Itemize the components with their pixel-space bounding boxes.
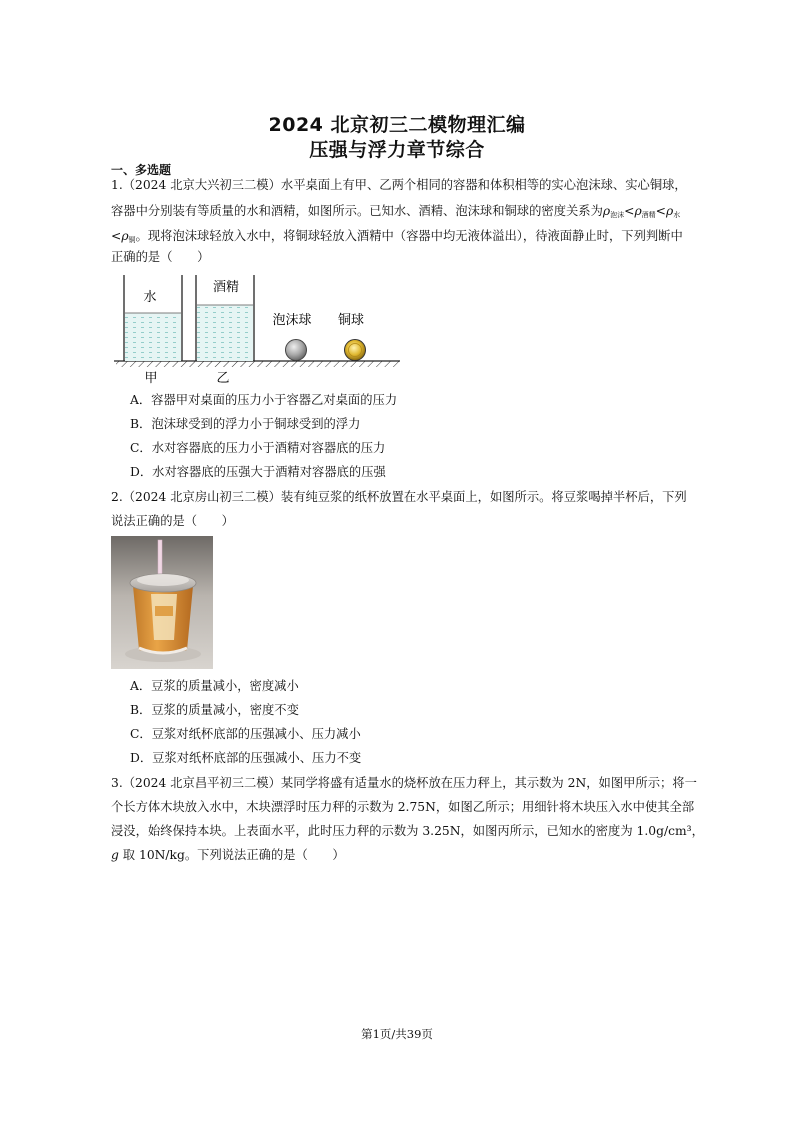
label-jia: 甲 xyxy=(144,371,158,386)
page-number-footer: 第1页/共39页 xyxy=(361,1027,433,1041)
label-water: 水 xyxy=(143,290,157,305)
table-hatch xyxy=(116,361,400,367)
q3-text-line1: 3.（2024 北京昌平初三二模）某同学将盛有适量水的烧杯放在压力秤上，其示数为 2N，如图甲所示；将一 xyxy=(111,776,697,790)
q2-option-c: C．豆浆对纸杯底部的压强减小、压力减小 xyxy=(130,727,361,741)
less-than-1: < xyxy=(624,204,635,218)
q3-text-line4 xyxy=(111,847,345,863)
soy-milk-cup-photo xyxy=(111,536,213,669)
q2-option-a: A．豆浆的质量减小，密度减小 xyxy=(130,679,299,693)
q3-g-symbol: g xyxy=(111,848,119,862)
q2-option-b: B．豆浆的质量减小，密度不变 xyxy=(130,703,299,717)
q1-text-line1: 1.（2024 北京大兴初三二模）水平桌面上有甲、乙两个相同的容器和体积相等的实心泡沫球、实心铜球， xyxy=(111,178,687,192)
rho-copper: $\rho_铜$ xyxy=(121,229,136,244)
q1-figure xyxy=(108,270,408,390)
q1-line2-prefix: 容器中分别装有等质量的水和酒精，如图所示。已知水、酒精、泡沫球和铜球的密度关系为 xyxy=(111,204,603,218)
q1-text-line2 xyxy=(111,203,680,223)
document-subtitle: 压强与浮力章节综合 xyxy=(309,139,485,161)
rho-alcohol: $\rho_{酒精}$ xyxy=(634,204,656,219)
document-title: 2024 北京初三二模物理汇编 xyxy=(268,114,526,136)
label-yi: 乙 xyxy=(216,371,230,386)
q2-option-d: D．豆浆对纸杯底部的压强减小、压力不变 xyxy=(130,751,362,765)
q3-text-line3: 浸没，始终保持本块。上表面水平，此时压力秤的示数为 3.25N，如图丙所示，已知水的密度为 1.0g/cm³， xyxy=(111,824,704,838)
less-than-3: < xyxy=(111,229,122,243)
q2-text-line2: 说法正确的是（ ） xyxy=(111,514,234,528)
q1-option-c: C．水对容器底的压力小于酒精对容器底的压力 xyxy=(130,441,386,455)
cup-label xyxy=(151,594,177,640)
foam-ball xyxy=(286,340,307,361)
container-jia xyxy=(124,275,182,361)
q1-text-line3 xyxy=(111,228,683,248)
section-heading: 一、多选题 xyxy=(111,163,172,177)
label-foam-ball: 泡沫球 xyxy=(272,313,312,328)
q2-text-line1: 2.（2024 北京房山初三二模）装有纯豆浆的纸杯放置在水平桌面上，如图所示。将豆浆喝掉半杯后，下列 xyxy=(111,490,687,504)
less-than-2: < xyxy=(655,204,666,218)
copper-ball xyxy=(345,340,366,361)
q1-option-d: D．水对容器底的压强大于酒精对容器底的压强 xyxy=(130,465,386,479)
cup-lid-top xyxy=(137,574,189,586)
cup-label-band xyxy=(155,606,173,616)
q3-text-line2: 个长方体木块放入水中，木块漂浮时压力秤的示数为 2.75N，如图乙所示；用细针将木块压入水中使其全部 xyxy=(111,800,695,814)
q1-text-line4: 正确的是（ ） xyxy=(111,250,210,264)
label-alcohol: 酒精 xyxy=(212,280,240,295)
q1-line3-suffix: 。现将泡沫球轻放入水中，将铜球轻放入酒精中（容器中均无液体溢出），待液面静止时，下列判断中 xyxy=(135,229,683,243)
q1-option-a: A．容器甲对桌面的压力小于容器乙对桌面的压力 xyxy=(130,393,398,407)
label-copper-ball: 铜球 xyxy=(337,313,365,328)
q1-option-b: B．泡沫球受到的浮力小于铜球受到的浮力 xyxy=(130,417,361,431)
rho-water: $\rho_水$ xyxy=(665,204,681,219)
straw xyxy=(158,540,162,576)
rho-foam: $\rho_{泡沫}$ xyxy=(602,204,625,219)
q3-line4-rest: 取 10N/kg。下列说法正确的是（ ） xyxy=(118,848,345,862)
